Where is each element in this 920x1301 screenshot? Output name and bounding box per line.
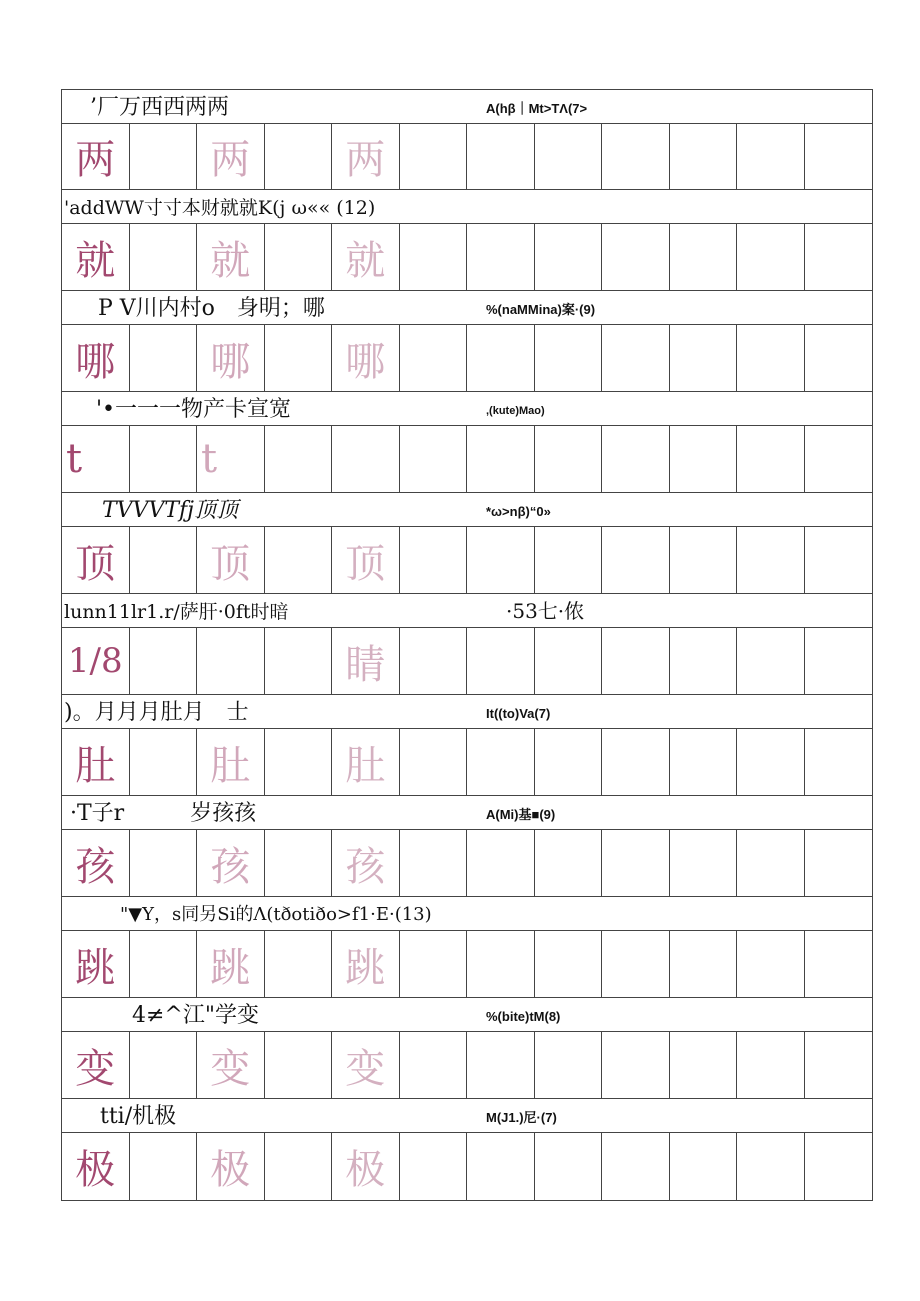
trace-char: 哪 bbox=[332, 325, 400, 391]
empty-cell bbox=[670, 224, 738, 290]
empty-cell bbox=[737, 426, 805, 492]
empty-cell bbox=[400, 224, 468, 290]
empty-cell bbox=[400, 628, 468, 694]
empty-cell bbox=[602, 628, 670, 694]
empty-cell bbox=[602, 931, 670, 997]
stroke-order-text: lunn11lr1.r/萨肝·0ft时暗 bbox=[64, 601, 289, 623]
empty-cell bbox=[130, 931, 198, 997]
empty-cell bbox=[467, 628, 535, 694]
empty-cell bbox=[265, 1032, 333, 1098]
char-grid-row bbox=[62, 124, 872, 190]
model-char: 哪 bbox=[62, 325, 130, 391]
empty-cell bbox=[265, 224, 333, 290]
empty-cell bbox=[670, 931, 738, 997]
stroke-order-text: 'addWW寸寸本财就就K(j ω«« (12) bbox=[64, 197, 376, 219]
row-header bbox=[62, 897, 872, 931]
empty-cell bbox=[670, 426, 738, 492]
empty-cell bbox=[265, 426, 333, 492]
trace-char: 两 bbox=[332, 124, 400, 189]
char-grid-row bbox=[62, 224, 872, 291]
stroke-order-text: ’厂万西西两两 bbox=[90, 95, 229, 120]
empty-cell bbox=[130, 224, 198, 290]
trace-char bbox=[332, 426, 400, 492]
model-char: t bbox=[62, 426, 130, 492]
trace-char: 肚 bbox=[332, 729, 400, 795]
pinyin-text: A(hβ｜Mt>TΛ(7> bbox=[486, 101, 588, 116]
char-grid-row bbox=[62, 325, 872, 392]
empty-cell bbox=[805, 325, 873, 391]
empty-cell bbox=[467, 729, 535, 795]
empty-cell bbox=[535, 527, 603, 593]
empty-cell bbox=[130, 830, 198, 896]
row-header bbox=[62, 796, 872, 830]
empty-cell bbox=[130, 527, 198, 593]
practice-sheet bbox=[61, 89, 873, 1201]
empty-cell bbox=[400, 325, 468, 391]
empty-cell bbox=[265, 124, 333, 189]
stroke-order-text: '•一一一物产卡宣宽 bbox=[96, 397, 292, 422]
pinyin-text: ·53七·侬 bbox=[506, 599, 585, 623]
trace-char: 孩 bbox=[332, 830, 400, 896]
empty-cell bbox=[670, 325, 738, 391]
pinyin-text: %(bite)tM(8) bbox=[486, 1009, 561, 1024]
empty-cell bbox=[400, 1032, 468, 1098]
empty-cell bbox=[602, 527, 670, 593]
empty-cell bbox=[805, 426, 873, 492]
empty-cell bbox=[130, 729, 198, 795]
char-grid-row bbox=[62, 830, 872, 897]
empty-cell bbox=[670, 1133, 738, 1200]
trace-char: 就 bbox=[197, 224, 265, 290]
model-char: 肚 bbox=[62, 729, 130, 795]
stroke-order-text: 4≠^江"学变 bbox=[132, 1003, 259, 1028]
stroke-order-text: ·T子r 岁孩孩 bbox=[70, 801, 257, 826]
empty-cell bbox=[805, 1032, 873, 1098]
empty-cell bbox=[805, 1133, 873, 1200]
empty-cell bbox=[737, 1133, 805, 1200]
empty-cell bbox=[400, 1133, 468, 1200]
empty-cell bbox=[265, 1133, 333, 1200]
pinyin-text: %(naMMina)案·(9) bbox=[486, 302, 596, 317]
trace-char: 跳 bbox=[332, 931, 400, 997]
empty-cell bbox=[400, 830, 468, 896]
empty-cell bbox=[467, 1133, 535, 1200]
row-header bbox=[62, 90, 872, 124]
trace-char: 极 bbox=[197, 1133, 265, 1200]
trace-char: 孩 bbox=[197, 830, 265, 896]
empty-cell bbox=[805, 527, 873, 593]
empty-cell bbox=[602, 830, 670, 896]
trace-char: 肚 bbox=[197, 729, 265, 795]
pinyin-text: It((to)Va(7) bbox=[486, 706, 551, 721]
empty-cell bbox=[535, 830, 603, 896]
pinyin-text: M(J1.)尼·(7) bbox=[486, 1110, 557, 1125]
empty-cell bbox=[737, 931, 805, 997]
empty-cell bbox=[130, 1133, 198, 1200]
trace-char bbox=[197, 628, 265, 694]
empty-cell bbox=[535, 124, 603, 189]
empty-cell bbox=[535, 729, 603, 795]
trace-char: 睛 bbox=[332, 628, 400, 694]
empty-cell bbox=[535, 1032, 603, 1098]
char-grid-row bbox=[62, 931, 872, 998]
stroke-order-text: )。月月月肚月 士 bbox=[64, 700, 249, 725]
empty-cell bbox=[737, 527, 805, 593]
empty-cell bbox=[670, 628, 738, 694]
empty-cell bbox=[467, 931, 535, 997]
empty-cell bbox=[535, 325, 603, 391]
empty-cell bbox=[265, 830, 333, 896]
empty-cell bbox=[467, 325, 535, 391]
empty-cell bbox=[467, 224, 535, 290]
empty-cell bbox=[130, 124, 198, 189]
empty-cell bbox=[602, 224, 670, 290]
trace-char: 顶 bbox=[197, 527, 265, 593]
empty-cell bbox=[467, 426, 535, 492]
empty-cell bbox=[400, 729, 468, 795]
empty-cell bbox=[467, 527, 535, 593]
trace-char: 哪 bbox=[197, 325, 265, 391]
empty-cell bbox=[805, 931, 873, 997]
empty-cell bbox=[535, 628, 603, 694]
empty-cell bbox=[737, 1032, 805, 1098]
empty-cell bbox=[602, 325, 670, 391]
model-char: 极 bbox=[62, 1133, 130, 1200]
empty-cell bbox=[805, 628, 873, 694]
row-header bbox=[62, 190, 872, 224]
empty-cell bbox=[130, 426, 198, 492]
model-char: 两 bbox=[62, 124, 130, 189]
empty-cell bbox=[535, 1133, 603, 1200]
empty-cell bbox=[805, 729, 873, 795]
stroke-order-text: "▼Y，s同另Si的Λ(tðotiðo>f1·E·(13) bbox=[120, 904, 432, 925]
empty-cell bbox=[670, 1032, 738, 1098]
empty-cell bbox=[670, 729, 738, 795]
row-header bbox=[62, 291, 872, 325]
trace-char: 变 bbox=[197, 1032, 265, 1098]
trace-char: 就 bbox=[332, 224, 400, 290]
model-char: 变 bbox=[62, 1032, 130, 1098]
model-char: 就 bbox=[62, 224, 130, 290]
empty-cell bbox=[602, 124, 670, 189]
empty-cell bbox=[265, 729, 333, 795]
model-char: 跳 bbox=[62, 931, 130, 997]
empty-cell bbox=[130, 325, 198, 391]
empty-cell bbox=[805, 830, 873, 896]
empty-cell bbox=[670, 830, 738, 896]
empty-cell bbox=[602, 1133, 670, 1200]
empty-cell bbox=[737, 124, 805, 189]
char-grid-row bbox=[62, 628, 872, 695]
empty-cell bbox=[265, 931, 333, 997]
model-char: 1/8 bbox=[62, 628, 130, 694]
stroke-order-text: tti/机极 bbox=[100, 1104, 177, 1129]
row-header bbox=[62, 392, 872, 426]
model-char: 顶 bbox=[62, 527, 130, 593]
char-grid-row bbox=[62, 426, 872, 493]
empty-cell bbox=[602, 729, 670, 795]
empty-cell bbox=[467, 830, 535, 896]
char-grid-row bbox=[62, 1032, 872, 1099]
empty-cell bbox=[670, 124, 738, 189]
trace-char: 两 bbox=[197, 124, 265, 189]
empty-cell bbox=[602, 426, 670, 492]
empty-cell bbox=[737, 830, 805, 896]
empty-cell bbox=[400, 426, 468, 492]
trace-char: 顶 bbox=[332, 527, 400, 593]
empty-cell bbox=[737, 628, 805, 694]
row-header bbox=[62, 998, 872, 1032]
empty-cell bbox=[400, 931, 468, 997]
pinyin-text: *ω>nβ)“0» bbox=[486, 504, 551, 519]
empty-cell bbox=[737, 224, 805, 290]
row-header bbox=[62, 493, 872, 527]
empty-cell bbox=[670, 527, 738, 593]
empty-cell bbox=[130, 1032, 198, 1098]
pinyin-text: A(Mi)基■(9) bbox=[486, 807, 556, 822]
empty-cell bbox=[467, 1032, 535, 1098]
stroke-order-text: P V川内村o 身明；哪 bbox=[98, 296, 325, 321]
pinyin-text: ,(kute)Mao) bbox=[486, 405, 545, 417]
empty-cell bbox=[130, 628, 198, 694]
empty-cell bbox=[602, 1032, 670, 1098]
char-grid-row bbox=[62, 1133, 872, 1200]
empty-cell bbox=[467, 124, 535, 189]
empty-cell bbox=[265, 628, 333, 694]
stroke-order-text: TVVVTfj顶顶 bbox=[102, 498, 238, 523]
empty-cell bbox=[737, 325, 805, 391]
char-grid-row bbox=[62, 527, 872, 594]
empty-cell bbox=[805, 224, 873, 290]
trace-char: 变 bbox=[332, 1032, 400, 1098]
empty-cell bbox=[535, 224, 603, 290]
empty-cell bbox=[535, 931, 603, 997]
row-header bbox=[62, 695, 872, 729]
model-char: 孩 bbox=[62, 830, 130, 896]
char-grid-row bbox=[62, 729, 872, 796]
trace-char: 跳 bbox=[197, 931, 265, 997]
empty-cell bbox=[737, 729, 805, 795]
trace-char: 极 bbox=[332, 1133, 400, 1200]
row-header bbox=[62, 594, 872, 628]
row-header bbox=[62, 1099, 872, 1133]
empty-cell bbox=[805, 124, 873, 189]
empty-cell bbox=[400, 527, 468, 593]
empty-cell bbox=[400, 124, 468, 189]
empty-cell bbox=[265, 325, 333, 391]
empty-cell bbox=[535, 426, 603, 492]
trace-char: t bbox=[197, 426, 265, 492]
empty-cell bbox=[265, 527, 333, 593]
